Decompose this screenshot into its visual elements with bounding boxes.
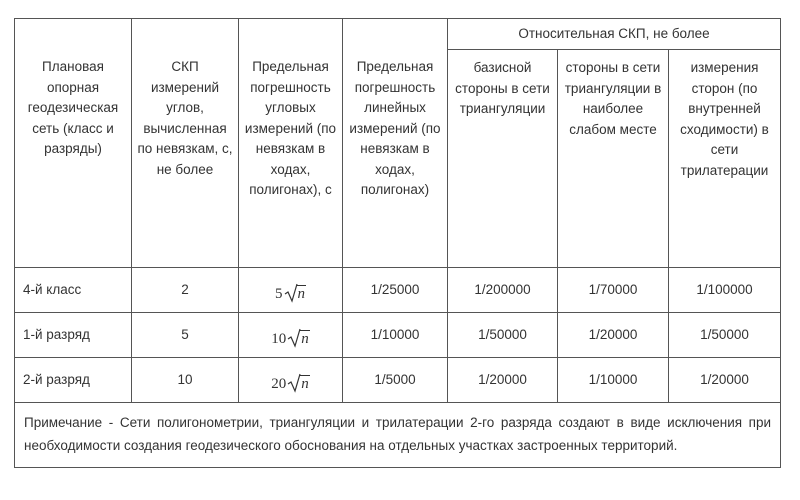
angle-skp-value: 10 <box>132 358 239 403</box>
header-trilateration: измерения сторон (по внутренней сходимости) в сети трилатерации <box>669 50 781 268</box>
header-network-class: Плановая опорная геодезическая сеть (класс и разряды) <box>15 19 132 268</box>
table-row <box>15 313 781 358</box>
weak-side-value: 1/10000 <box>558 358 669 403</box>
formula-coefficient: 10 <box>271 330 287 347</box>
base-side-value: 1/20000 <box>448 358 558 403</box>
angle-error-formula <box>239 358 343 403</box>
linear-error-value: 1/5000 <box>343 358 448 403</box>
header-angle-skp: СКП измерений углов, вычисленная по невязкам, с, не более <box>132 19 239 268</box>
table-row <box>15 358 781 403</box>
header-base-side: базисной стороны в сети триангуляции <box>448 50 558 268</box>
formula-coefficient: 20 <box>271 375 287 392</box>
formula-radicand: n <box>301 330 309 347</box>
row-class-name: 1-й разряд <box>15 313 132 358</box>
angle-error-formula <box>239 313 343 358</box>
header-linear-error: Предельная погрешность линейных измерений (по невязкам в ходах, полигонах) <box>343 19 448 268</box>
header-row-1 <box>15 19 781 50</box>
table-container <box>14 18 780 468</box>
linear-error-value: 1/10000 <box>343 313 448 358</box>
header-angle-error: Предельная погрешность угловых измерений (по невязкам в ходах, полигонах), с <box>239 19 343 268</box>
angle-error-formula <box>239 268 343 313</box>
weak-side-value: 1/70000 <box>558 268 669 313</box>
linear-error-value: 1/25000 <box>343 268 448 313</box>
trilateration-value: 1/20000 <box>669 358 781 403</box>
trilateration-value: 1/50000 <box>669 313 781 358</box>
base-side-value: 1/200000 <box>448 268 558 313</box>
sqrt-symbol <box>287 374 310 395</box>
table-row <box>15 268 781 313</box>
angle-skp-value: 5 <box>132 313 239 358</box>
formula-radicand: n <box>297 285 305 302</box>
sqrt-symbol <box>284 284 307 305</box>
table-note: Примечание - Сети полигонометрии, триангуляции и трилатерации 2-го разряда создают в виде исключения при необходимости создания геодезического обоснования на отдельных участках застроенных территорий. <box>15 403 781 468</box>
accuracy-requirements-table <box>14 18 781 468</box>
formula-radicand: n <box>301 375 309 392</box>
weak-side-value: 1/20000 <box>558 313 669 358</box>
sqrt-symbol <box>287 329 310 350</box>
trilateration-value: 1/100000 <box>669 268 781 313</box>
angle-skp-value: 2 <box>132 268 239 313</box>
header-weak-side: стороны в сети триангуляции в наиболее слабом месте <box>558 50 669 268</box>
formula-coefficient: 5 <box>275 285 283 302</box>
note-row <box>15 403 781 468</box>
row-class-name: 4-й класс <box>15 268 132 313</box>
header-relative-skp-group: Относительная СКП, не более <box>448 19 781 50</box>
row-class-name: 2-й разряд <box>15 358 132 403</box>
base-side-value: 1/50000 <box>448 313 558 358</box>
